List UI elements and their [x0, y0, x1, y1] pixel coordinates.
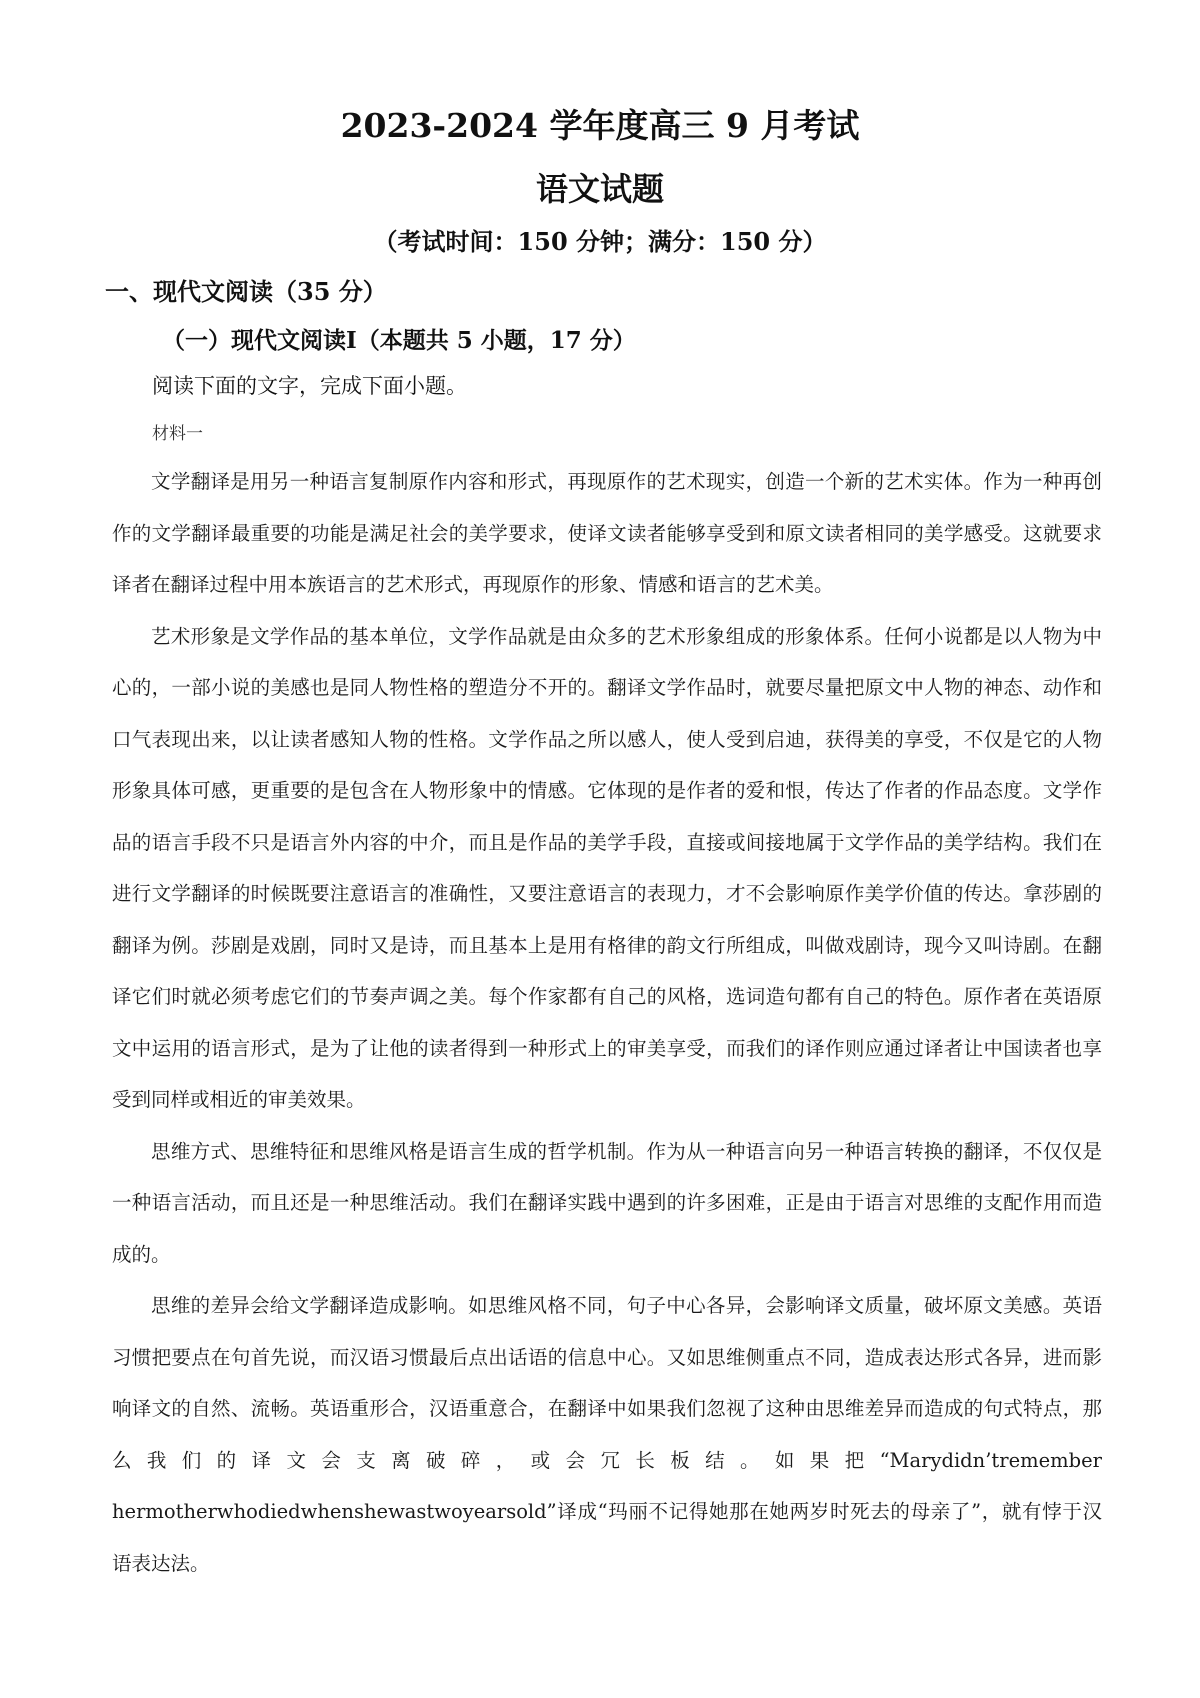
- passage-paragraph-3: 思维方式、思维特征和思维风格是语言生成的哲学机制。作为从一种语言向另一种语言转换的翻译，不仅仅是一种语言活动，而且还是一种思维活动。我们在翻译实践中遇到的许多困难，正是由于语言对思维的支配作用而造成的。: [112, 1139, 1102, 1266]
- passage-paragraph-1: 文学翻译是用另一种语言复制原作内容和形式，再现原作的艺术现实，创造一个新的艺术实体。作为一种再创作的文学翻译最重要的功能是满足社会的美学要求，使译文读者能够享受到和原文读者相同的美学感受。这就要求译者在翻译过程中用本族语言的艺术形式，再现原作的形象、情感和语言的艺术美。: [112, 470, 1102, 596]
- material-label: 材料一: [152, 424, 203, 444]
- exam-info: （考试时间：150 分钟；满分：150 分）: [373, 227, 827, 256]
- reading-passage: [112, 456, 1102, 1589]
- subject-title: 语文试题: [535, 170, 664, 208]
- subsection-heading: （一）现代文阅读Ⅰ（本题共 5 小题，17 分）: [162, 327, 636, 354]
- reading-instruction: 阅读下面的文字，完成下面小题。: [152, 374, 467, 398]
- section-heading: 一、现代文阅读（35 分）: [105, 277, 387, 306]
- exam-title: 2023-2024 学年度高三 9 月考试: [340, 106, 860, 145]
- passage-paragraph-2: 艺术形象是文学作品的基本单位，文学作品就是由众多的艺术形象组成的形象体系。任何小说都是以人物为中心的，一部小说的美感也是同人物性格的塑造分不开的。翻译文学作品时，就要尽量把原文中人物的神态、动作和口气表现出来，以让读者感知人物的性格。文学作品之所以感人，使人受到启迪，获得美的享受，不仅是它的人物形象具体可感，更重要的是包含在人物形象中的情感。它体现的是作者的爱和恨，传达了作者的作品态度。文学作品的语言手段不只是语言外内容的中介，而且是作品的美学手段，直接或间接地属于文学作品的美学结构。我们在进行文学翻译的时候既要注意语言的准确性，又要注意语言的表现力，才不会影响原作美学价值的传达。拿莎剧的翻译为例。莎剧是戏剧，同时又是诗，而且基本上是用有格律的韵文行所组成，叫做戏剧诗，现今又叫诗剧。在翻译它们时就必须考虑它们的节奏声调之美。每个作家都有自己的风格，选词造句都有自己的特色。原作者在英语原文中运用的语言形式，是为了让他的读者得到一种形式上的审美享受，而我们的译作则应通过译者让中国读者也享受到同样或相近的审美效果。: [112, 624, 1102, 1111]
- passage-paragraph-4: 思维的差异会给文学翻译造成影响。如思维风格不同，句子中心各异，会影响译文质量，破坏原文美感。英语习惯把要点在句首先说，而汉语习惯最后点出话语的信息中心。又如思维侧重点不同，造成表达形式各异，进而影响译文的自然、流畅。英语重形合，汉语重意合，在翻译中如果我们忽视了这种由思维差异而造成的句式特点，那么我们的译文会支离破碎，或会冗长板结。如果把“Marydidn’tremember hermotherwhodiedwhenshewastwoyearsold”译成“玛丽不记得她那在她两岁时死去的母亲了”，就有悖于汉语表达法。: [112, 1294, 1102, 1575]
